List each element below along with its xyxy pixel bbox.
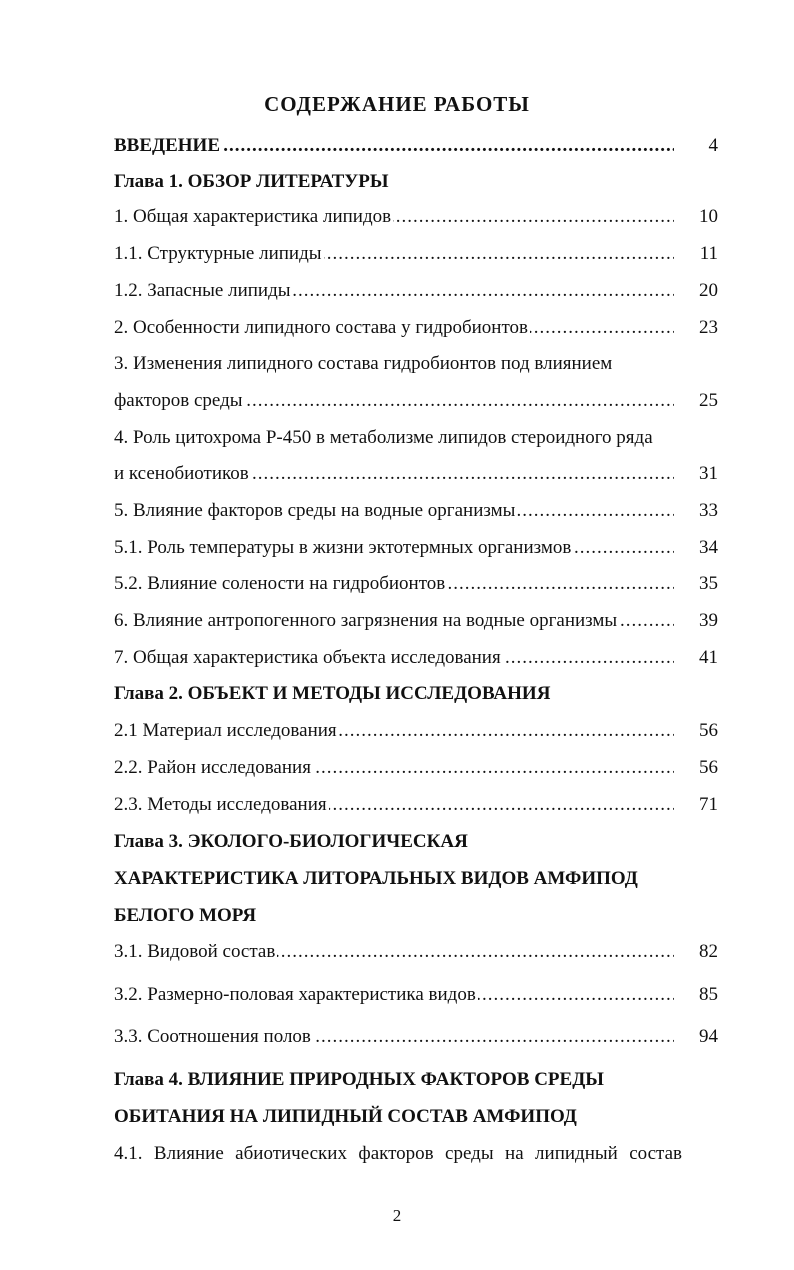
toc-entry: 5. Влияние факторов среды на водные организмы .....: [114, 499, 674, 523]
toc-entry: 2. Особенности липидного состава у гидробионтов .....: [114, 316, 674, 340]
chapter-3-heading: БЕЛОГО МОРЯ: [114, 905, 257, 926]
toc-entry: 3.1. Видовой состав .....: [114, 940, 674, 964]
chapter-4-heading: ОБИТАНИЯ НА ЛИПИДНЫЙ СОСТАВ АМФИПОД: [114, 1106, 577, 1127]
toc-entry: 2.1 Материал исследования .....: [114, 719, 674, 743]
toc-entry: 6. Влияние антропогенного загрязнения на водные организмы .....: [114, 609, 674, 633]
toc-page: 20: [699, 280, 718, 301]
toc-page: 35: [699, 573, 718, 594]
page-title: СОДЕРЖАНИЕ РАБОТЫ: [264, 92, 530, 116]
toc-entry: 2.2. Район исследования .....: [114, 756, 674, 780]
toc-entry: и ксенобиотиков .....: [114, 462, 674, 486]
toc-page: 25: [699, 390, 718, 411]
toc-entry-line1: 4. Роль цитохрома Р-450 в метаболизме липидов стероидного ряда: [114, 427, 653, 448]
toc-page-intro: 4: [708, 135, 718, 156]
toc-page: 94: [699, 1026, 718, 1047]
toc-entry: 1. Общая характеристика липидов .....: [114, 205, 674, 229]
toc-entry: 5.1. Роль температуры в жизни эктотермных организмов .....: [114, 536, 674, 560]
chapter-3-heading: ХАРАКТЕРИСТИКА ЛИТОРАЛЬНЫХ ВИДОВ АМФИПОД: [114, 868, 638, 889]
toc-entry: 3.3. Соотношения полов .....: [114, 1025, 674, 1049]
toc-page: 31: [699, 463, 718, 484]
toc-entry: 2.3. Методы исследования .....: [114, 793, 674, 817]
toc-entry: факторов среды .....: [114, 389, 674, 413]
toc-page: 71: [699, 794, 718, 815]
toc-entry-line1: 3. Изменения липидного состава гидробионтов под влиянием: [114, 353, 613, 374]
toc-entry: 7. Общая характеристика объекта исследования .....: [114, 646, 674, 670]
toc-page: 11: [699, 243, 718, 264]
toc-page: 41: [699, 647, 718, 668]
chapter-4-heading: Глава 4. ВЛИЯНИЕ ПРИРОДНЫХ ФАКТОРОВ СРЕДЫ: [114, 1069, 604, 1090]
page-number: 2: [392, 1206, 402, 1225]
toc-entry-line1: 4.1. Влияние абиотических факторов среды на липидный состав: [114, 1143, 682, 1164]
toc-page: 10: [699, 206, 718, 227]
toc-entry: 5.2. Влияние солености на гидробионтов .....: [114, 572, 674, 596]
toc-page: 39: [699, 610, 718, 631]
toc-entry: 1.2. Запасные липиды .....: [114, 279, 674, 303]
toc-entry-intro: ВВЕДЕНИЕ .....: [114, 134, 674, 158]
toc-entry: 1.1. Структурные липиды .....: [114, 242, 674, 266]
toc-page: 33: [699, 500, 718, 521]
chapter-2-heading: Глава 2. ОБЪЕКТ И МЕТОДЫ ИССЛЕДОВАНИЯ: [114, 683, 551, 704]
toc-page: 34: [699, 537, 718, 558]
toc-page: 82: [699, 941, 718, 962]
chapter-1-heading: Глава 1. ОБЗОР ЛИТЕРАТУРЫ: [114, 171, 389, 192]
toc-entry: 3.2. Размерно-половая характеристика видов .....: [114, 983, 674, 1007]
toc-page: 56: [699, 720, 718, 741]
toc-page: 56: [699, 757, 718, 778]
toc-page: 85: [699, 984, 718, 1005]
toc-page: 23: [699, 317, 718, 338]
chapter-3-heading: Глава 3. ЭКОЛОГО-БИОЛОГИЧЕСКАЯ: [114, 831, 468, 852]
